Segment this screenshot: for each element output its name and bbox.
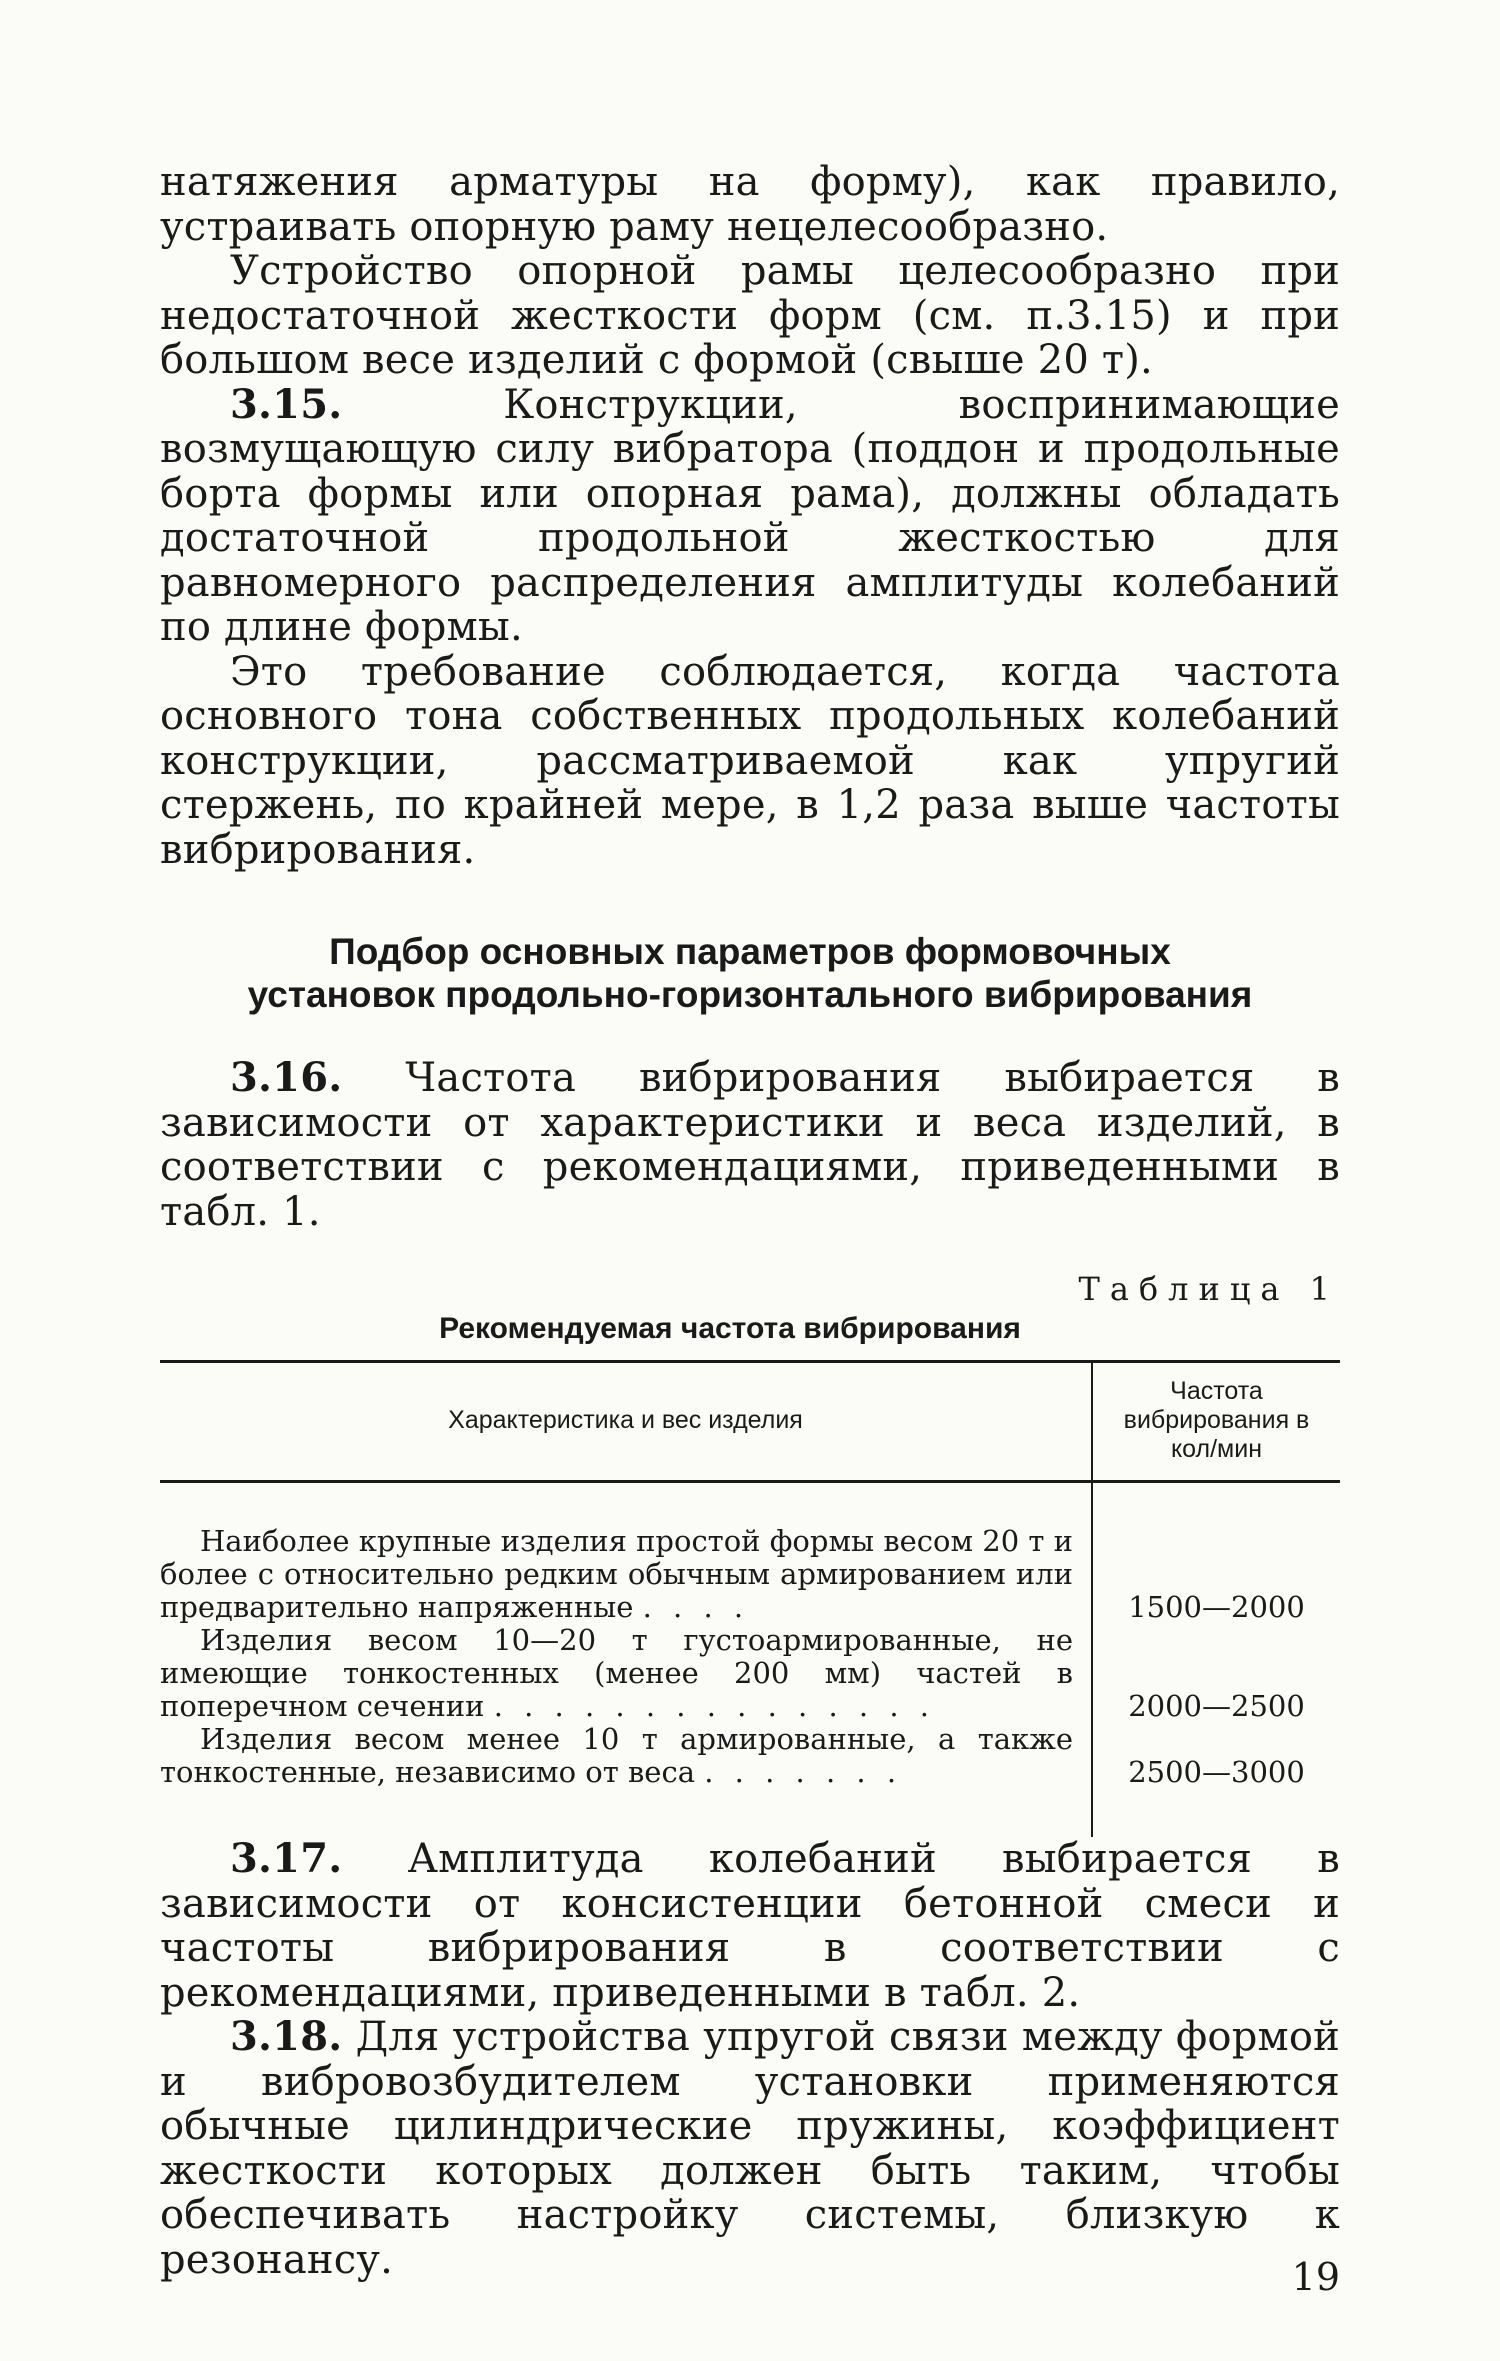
- table-cell-frequency: 2000—2500: [1092, 1624, 1340, 1723]
- table-row: [160, 1723, 1340, 1837]
- clause-number: 3.16.: [230, 1054, 343, 1101]
- section-heading: [160, 930, 1340, 1016]
- paragraph-text: Частота вибрирования выбирается в зависимости от характеристики и веса изделий, в соответствии с рекомендациями, приведенными в табл. 1.: [160, 1055, 1341, 1235]
- paragraph-3-15: [160, 380, 1340, 650]
- paragraph-continuation: [160, 160, 1340, 249]
- table-cell-characteristic: [160, 1624, 1092, 1723]
- clause-number: 3.17.: [230, 1835, 343, 1882]
- page-number: 19: [1291, 2255, 1340, 2299]
- table-title: Рекомендуемая частота вибрирования: [439, 1312, 1021, 1345]
- clause-number: 3.15.: [230, 380, 343, 428]
- leader-dots: . . . . . . .: [704, 1755, 903, 1789]
- section-heading-line-1: Подбор основных параметров формовочных: [329, 931, 1171, 972]
- column-header-frequency: Частота вибрирования в кол/мин: [1092, 1362, 1340, 1482]
- page-body: [160, 160, 1340, 2282]
- table-cell-characteristic: [160, 1482, 1092, 1625]
- leader-dots: . . . . . . . . . . . . . . .: [493, 1689, 936, 1723]
- paragraph-text: Устройство опорной рамы целесообразно при недостаточной жесткости форм (см. п.3.15) и при большом весе изделий с формой (свыше 20 т).: [160, 248, 1340, 383]
- paragraph-text: натяжения арматуры на форму), как правило, устраивать опорную раму нецелесообразно.: [160, 159, 1340, 250]
- cell-text: [160, 1525, 1073, 1624]
- paragraph-text: Конструкции, воспринимающие возмущающую силу вибратора (поддон и продольные борта формы или опорная рама), должны обладать достаточной продольной жесткостью для равномерного распределения амплитуды колебаний по длине формы.: [160, 381, 1340, 650]
- paragraph-3-18: [160, 2015, 1340, 2282]
- frequency-table: [160, 1360, 1340, 1837]
- paragraph-requirement: [160, 650, 1340, 873]
- table-cell-characteristic: [160, 1723, 1092, 1837]
- table-header-row: [160, 1362, 1340, 1482]
- table-row: [160, 1624, 1340, 1723]
- row-description: Наиболее крупные изделия простой формы весом 20 т и более с относительно редким обычным армированием или предварительно напряженные: [160, 1524, 1073, 1624]
- paragraph-text: Это требование соблюдается, когда частота основного тона собственных продольных колебаний конструкции, рассматриваемой как упругий стержень, по крайней мере, в 1,2 раза выше частоты вибрирования.: [160, 648, 1340, 873]
- row-description: Изделия весом 10—20 т густоармированные, не имеющие тонкостенных (менее 200 мм) частей в поперечном сечении: [160, 1623, 1073, 1723]
- leader-dots: . . . .: [642, 1590, 750, 1624]
- row-description: Изделия весом менее 10 т армированные, а также тонкостенные, независимо от веса: [160, 1722, 1073, 1789]
- cell-text: [160, 1723, 1073, 1789]
- paragraph-text: Для устройства упругой связи между формой и вибровозбудителем установки применяются обычные цилиндрические пружины, коэффициент жесткости которых должен быть таким, чтобы обеспечивать настройку системы, близкую к резонансу.: [160, 2014, 1340, 2283]
- section-heading-line-2: установок продольно-горизонтального вибрирования: [247, 974, 1253, 1015]
- table-cell-frequency: 2500—3000: [1092, 1723, 1340, 1837]
- column-header-characteristic: Характеристика и вес изделия: [160, 1362, 1092, 1482]
- paragraph-3-17: [160, 1837, 1340, 2015]
- clause-number: 3.18.: [230, 2013, 343, 2060]
- table-cell-frequency: 1500—2000: [1092, 1482, 1340, 1625]
- table-row: [160, 1482, 1340, 1625]
- table-label: Таблица 1: [1078, 1270, 1340, 1308]
- cell-text: [160, 1624, 1073, 1723]
- paragraph-3-16: [160, 1056, 1340, 1234]
- paragraph-support-frame: [160, 249, 1340, 383]
- paragraph-text: Амплитуда колебаний выбирается в зависимости от консистенции бетонной смеси и частоты вибрирования в соответствии с рекомендациями, приведенными в табл. 2.: [160, 1836, 1340, 2016]
